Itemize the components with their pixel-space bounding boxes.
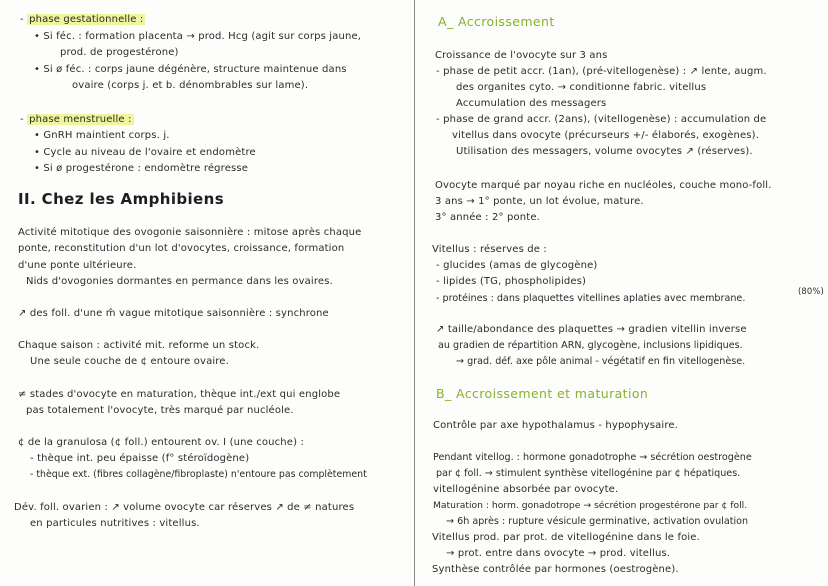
note-line: → grad. déf. axe pôle animal - végétatif en fin vitellogenèse. — [456, 356, 746, 367]
note-line: Synthèse contrôlée par hormones (oestrogène). — [432, 564, 679, 575]
note-line: par ¢ foll. → stimulent synthèse vitellogénine par ¢ hépatiques. — [436, 468, 741, 479]
section-title: II. Chez les Amphibiens — [18, 190, 225, 208]
percent-note: (80%) — [798, 286, 824, 296]
note-line: - protéines : dans plaquettes vitellines aplaties avec membrane. — [436, 293, 746, 304]
note-line: - phase de grand accr. (2ans), (vitellogenèse) : accumulation de — [436, 114, 767, 125]
note-line: Vitellus : réserves de : — [432, 244, 547, 255]
note-line: ≠ stades d'ovocyte en maturation, thèque int./ext qui englobe — [18, 389, 341, 400]
note-line: d'une ponte ultérieure. — [18, 260, 137, 271]
note-line: Ovocyte marqué par noyau riche en nucléoles, couche mono-foll. — [435, 180, 772, 191]
note-line: des organites cyto. → conditionne fabric. vitellus — [456, 82, 707, 93]
note-line: → prot. entre dans ovocyte → prod. vitellus. — [446, 548, 671, 559]
heading-phase-menstruelle: - phase menstruelle : — [20, 114, 132, 125]
note-line: en particules nutritives : vitellus. — [30, 518, 200, 529]
note-line: Chaque saison : activité mit. reforme un stock. — [18, 340, 260, 351]
note-line: • GnRH maintient corps. j. — [34, 130, 170, 141]
note-line: • Si ø progestérone : endomètre régresse — [34, 163, 249, 174]
note-line: vitellogénine absorbée par ovocyte. — [433, 484, 619, 495]
note-line: Dév. foll. ovarien : ↗ volume ovocyte car réserves ↗ de ≠ natures — [14, 502, 355, 513]
note-line: Accumulation des messagers — [456, 98, 607, 109]
note-line: - lipides (TG, phospholipides) — [436, 276, 587, 287]
heading-accroissement-maturation: B_ Accroissement et maturation — [436, 386, 649, 401]
note-line: vitellus dans ovocyte (précurseurs +/- élaborés, exogènes). — [452, 130, 760, 141]
note-line: ponte, reconstitution d'un lot d'ovocytes, croissance, formation — [18, 243, 345, 254]
note-line: → 6h après : rupture vésicule germinative, activation ovulation — [446, 516, 749, 527]
note-line: ↗ des foll. d'une m̂ vague mitotique saisonnière : synchrone — [18, 308, 329, 319]
note-line: Nids d'ovogonies dormantes en permance dans les ovaires. — [26, 276, 333, 287]
note-line: Une seule couche de ¢ entoure ovaire. — [30, 356, 229, 367]
note-line: Vitellus prod. par prot. de vitellogénine dans le foie. — [432, 532, 700, 543]
note-line: - thèque ext. (fibres collagène/fibroplaste) n'entoure pas complètement — [30, 469, 367, 480]
note-line: ovaire (corps j. et b. dénombrables sur lame). — [72, 80, 309, 91]
note-line: 3 ans → 1° ponte, un lot évolue, mature. — [435, 196, 644, 207]
note-line: 3° année : 2° ponte. — [435, 212, 540, 223]
note-line: ¢ de la granulosa (¢ foll.) entourent ov. I (une couche) : — [18, 437, 304, 448]
note-line: au gradien de répartition ARN, glycogène, inclusions lipidiques. — [438, 340, 743, 351]
note-line: • Si féc. : formation placenta → prod. Hcg (agit sur corps jaune, — [34, 31, 362, 42]
note-line: • Si ø féc. : corps jaune dégénère, structure maintenue dans — [34, 64, 347, 75]
column-divider — [414, 0, 415, 586]
note-line: • Cycle au niveau de l'ovaire et endomètre — [34, 147, 256, 158]
note-line: prod. de progestérone) — [60, 47, 179, 58]
note-line: - thèque int. peu épaisse (f° stéroïdogène) — [30, 453, 250, 464]
note-line: - glucides (amas de glycogène) — [436, 260, 598, 271]
note-line: ↗ taille/abondance des plaquettes → gradien vitellin inverse — [436, 324, 747, 335]
note-line: Pendant vitellog. : hormone gonadotrophe → sécrétion oestrogène — [433, 452, 752, 463]
heading-accroissement: A_ Accroissement — [438, 14, 555, 29]
heading-phase-gestationnelle: - phase gestationnelle : — [20, 14, 144, 25]
note-line: pas totalement l'ovocyte, très marqué par nucléole. — [26, 405, 294, 416]
note-line: Activité mitotique des ovogonie saisonnière : mitose après chaque — [18, 227, 362, 238]
note-line: Utilisation des messagers, volume ovocytes ↗ (réserves). — [456, 146, 753, 157]
note-line: - phase de petit accr. (1an), (pré-vitellogenèse) : ↗ lente, augm. — [436, 66, 767, 77]
note-line: Maturation : horm. gonadotrope → sécrétion progestérone par ¢ foll. — [433, 500, 748, 511]
note-line: Croissance de l'ovocyte sur 3 ans — [435, 50, 608, 61]
note-line: Contrôle par axe hypothalamus - hypophysaire. — [433, 420, 678, 431]
